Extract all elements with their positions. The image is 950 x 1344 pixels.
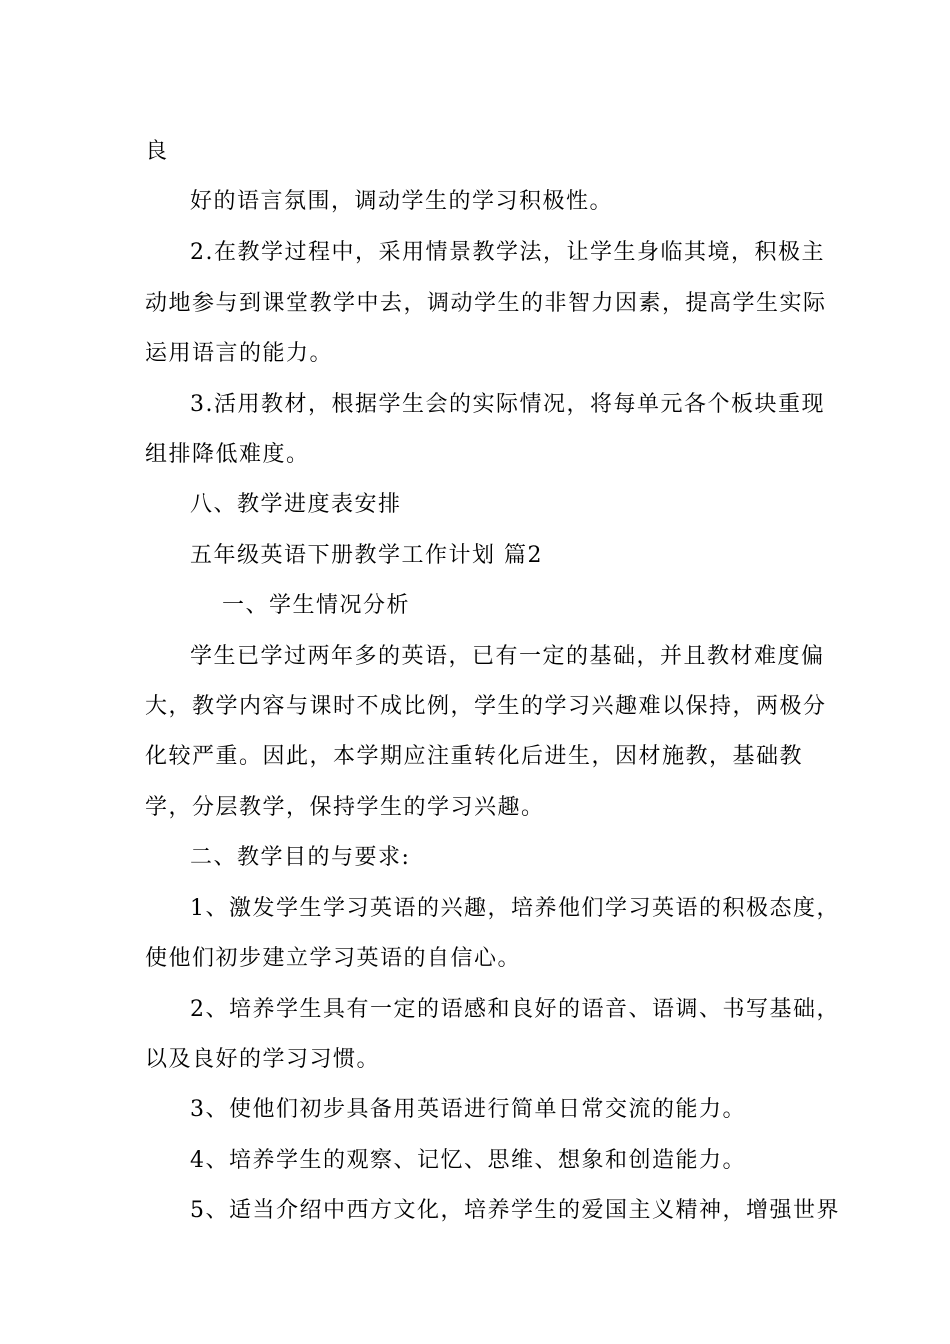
text-line: 以及良好的学习习惯。 [145,1047,381,1072]
list-item: 1、激发学生学习英语的兴趣，培养他们学习英语的积极态度， [190,896,840,921]
document-title: 五年级英语下册教学工作计划 篇2 [190,543,543,568]
text-line: 3.活用教材，根据学生会的实际情况，将每单元各个板块重现 [190,392,825,417]
text-line: 大，教学内容与课时不成比例，学生的学习兴趣难以保持，两极分 [145,694,827,719]
list-item: 5、适当介绍中西方文化，培养学生的爱国主义精神，增强世界 [190,1198,840,1223]
text-line-continuation: 良 [145,139,169,164]
text-line: 动地参与到课堂教学中去，调动学生的非智力因素，提高学生实际 [145,291,827,316]
list-item: 2、培养学生具有一定的语感和良好的语音、语调、书写基础， [190,997,840,1022]
text-line: 组排降低难度。 [145,442,310,467]
text-line: 2.在教学过程中，采用情景教学法，让学生身临其境，积极主 [190,240,825,265]
text-line: 运用语言的能力。 [145,341,334,366]
section-heading: 一、学生情况分析 [222,593,411,618]
text-line: 学生已学过两年多的英语，已有一定的基础，并且教材难度偏 [190,644,825,669]
list-item: 4、培养学生的观察、记忆、思维、想象和创造能力。 [190,1148,746,1173]
text-line: 学，分层教学，保持学生的学习兴趣。 [145,795,545,820]
section-heading: 八、教学进度表安排 [190,492,402,517]
text-line: 使他们初步建立学习英语的自信心。 [145,946,522,971]
list-item: 3、使他们初步具备用英语进行简单日常交流的能力。 [190,1097,746,1122]
text-line: 好的语言氛围，调动学生的学习积极性。 [190,189,614,214]
text-line: 化较严重。因此，本学期应注重转化后进生，因材施教，基础教 [145,744,804,769]
section-heading: 二、教学目的与要求: [190,845,411,870]
